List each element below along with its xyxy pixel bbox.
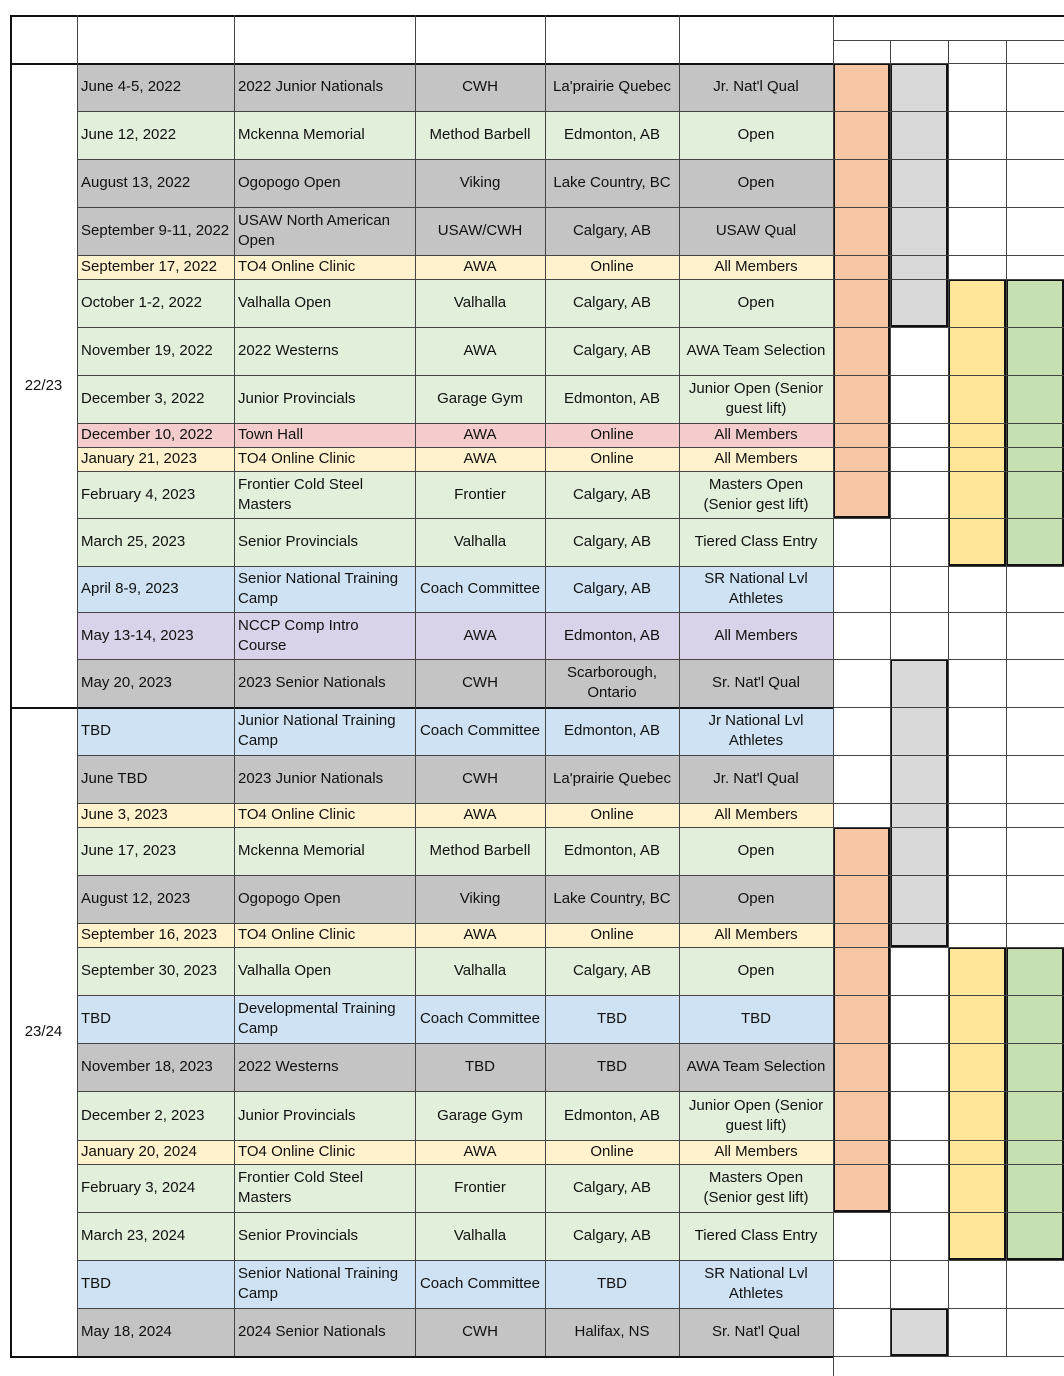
cell-date: April 8-9, 2023: [81, 580, 179, 597]
header-west: [890, 40, 948, 63]
cell-competition: Junior National Training Camp: [238, 712, 396, 749]
band-west: [890, 63, 948, 327]
grid-line: [10, 707, 833, 709]
grid-line: [77, 518, 833, 519]
cell-date: December 10, 2022: [81, 426, 213, 443]
cell-location: Online: [590, 426, 634, 443]
cell-competition: Senior Provincials: [238, 533, 359, 550]
cell-competition: Mckenna Memorial: [238, 126, 365, 143]
cell-location: Edmonton, AB: [564, 390, 660, 407]
cell-location: Lake Country, BC: [553, 174, 671, 191]
cell-entry: All Members: [714, 450, 798, 467]
cell-location: Calgary, AB: [572, 222, 652, 239]
grid-line: [833, 827, 1064, 828]
grid-line: [833, 447, 1064, 448]
grid-line: [77, 375, 833, 376]
cell-competition: USAW North American Open: [238, 212, 390, 249]
grid-line: [833, 875, 1064, 876]
grid-line: [77, 471, 833, 472]
cell-competition: TO4 Online Clinic: [238, 1143, 356, 1160]
grid-line: [77, 803, 833, 804]
cell-competition: Valhalla Open: [238, 962, 332, 979]
grid-line: [77, 1212, 833, 1213]
grid-line: [77, 1164, 833, 1165]
grid-line: [1006, 40, 1007, 1356]
cell-entry: AWA Team Selection: [686, 1058, 826, 1075]
cell-entry: Jr. Nat'l Qual: [713, 78, 799, 95]
cell-location: Calgary, AB: [572, 485, 652, 503]
grid-line: [833, 375, 1064, 376]
cell-entry: USAW Qual: [715, 222, 797, 239]
cell-entry: Open: [737, 126, 775, 143]
grid-line: [77, 612, 833, 613]
header-location: [545, 15, 679, 63]
cell-host: AWA: [463, 1143, 497, 1160]
cell-host: Frontier: [454, 1179, 506, 1196]
grid-line: [833, 518, 1064, 519]
cell-host: Coach Committee: [419, 580, 541, 597]
cell-date: June 3, 2023: [81, 806, 168, 823]
cell-competition: Frontier Cold Steel Masters: [238, 475, 364, 513]
cell-location: Calgary, AB: [572, 1179, 652, 1196]
grid-line: [833, 659, 1064, 660]
cell-host: Valhalla: [453, 1227, 507, 1244]
cell-competition: Junior Provincials: [238, 1106, 356, 1124]
cell-entry: Jr National Lvl Athletes: [708, 712, 804, 749]
grid-line: [77, 327, 833, 328]
cell-entry: Sr. Nat'l Qual: [712, 1323, 800, 1340]
grid-line: [833, 995, 1064, 996]
cell-host: CWH: [462, 78, 498, 95]
grid-line: [833, 1356, 1064, 1357]
header-sr_nat: [1006, 40, 1064, 63]
cell-entry: All Members: [714, 926, 798, 943]
grid-line: [833, 566, 1064, 567]
cell-entry: SR National Lvl Athletes: [704, 570, 808, 607]
cell-host: Coach Committee: [419, 1275, 541, 1292]
cell-date: January 20, 2024: [81, 1143, 197, 1160]
cell-entry: Open: [737, 294, 775, 311]
grid-line: [833, 255, 1064, 256]
cell-competition: 2024 Senior Nationals: [238, 1323, 386, 1340]
cell-host: AWA: [463, 426, 497, 443]
cell-location: Calgary, AB: [572, 580, 652, 597]
grid-line: [833, 1043, 1064, 1044]
band-west: [890, 1308, 948, 1356]
cell-entry: Open: [737, 174, 775, 191]
grid-line: [545, 15, 546, 1356]
cell-location: Edmonton, AB: [564, 126, 660, 143]
header-host: [415, 15, 545, 63]
cell-location: Edmonton, AB: [564, 1106, 660, 1124]
cell-competition: 2022 Junior Nationals: [238, 78, 384, 95]
cell-host: USAW/CWH: [437, 222, 523, 239]
header-entry: [679, 15, 833, 63]
cell-location: Calgary, AB: [572, 533, 652, 550]
grid-line: [77, 566, 833, 567]
cell-date: August 13, 2022: [81, 174, 191, 191]
grid-line: [679, 15, 680, 1356]
grid-line: [77, 659, 833, 660]
grid-line: [833, 471, 1064, 472]
header-competition: [234, 15, 415, 63]
cell-date: November 18, 2023: [81, 1058, 213, 1075]
cell-date: May 18, 2024: [81, 1323, 172, 1340]
cell-competition: Junior Provincials: [238, 390, 356, 407]
cell-date: November 19, 2022: [81, 342, 213, 359]
grid-line: [77, 111, 833, 112]
grid-line: [77, 207, 833, 208]
cell-location: TBD: [597, 1058, 627, 1075]
grid-line: [10, 1356, 833, 1358]
cell-entry: TBD: [741, 1010, 771, 1027]
cell-competition: Ogopogo Open: [238, 890, 341, 907]
grid-line: [833, 803, 1064, 804]
cell-competition: Frontier Cold Steel Masters: [238, 1169, 364, 1206]
grid-line: [77, 875, 833, 876]
cell-location: Halifax, NS: [574, 1323, 650, 1340]
cell-competition: 2022 Westerns: [238, 1058, 339, 1075]
grid-line: [77, 1043, 833, 1044]
cell-date: June 4-5, 2022: [81, 78, 182, 95]
cell-competition: Town Hall: [238, 426, 304, 443]
grid-line: [833, 1212, 1064, 1213]
grid-line: [833, 1260, 1064, 1261]
header-date: [77, 15, 234, 63]
cell-host: Method Barbell: [429, 126, 531, 143]
cell-date: TBD: [81, 1010, 111, 1027]
cell-location: Scarborough, Ontario: [566, 664, 658, 701]
grid-line: [77, 1260, 833, 1261]
grid-line: [833, 63, 1064, 64]
cell-entry: Open: [737, 890, 775, 907]
cell-host: Valhalla: [453, 533, 507, 550]
header-jr_nat: [948, 40, 1006, 63]
cell-location: TBD: [597, 1275, 627, 1292]
grid-line: [77, 755, 833, 756]
grid-line: [833, 111, 1064, 112]
cell-date: June TBD: [81, 770, 148, 787]
cell-entry: Tiered Class Entry: [694, 533, 818, 550]
cell-host: AWA: [463, 926, 497, 943]
cell-competition: TO4 Online Clinic: [238, 258, 356, 275]
grid-line: [833, 1091, 1064, 1092]
cell-host: Garage Gym: [437, 390, 523, 407]
grid-line: [833, 159, 1064, 160]
header-season: [10, 15, 77, 63]
cell-date: September 16, 2023: [81, 926, 217, 943]
cell-location: Online: [590, 450, 634, 467]
grid-line: [77, 1308, 833, 1309]
cell-host: Coach Committee: [419, 1010, 541, 1027]
grid-line: [890, 40, 891, 1356]
grid-line: [77, 159, 833, 160]
grid-line: [833, 423, 1064, 424]
grid-line: [10, 63, 833, 65]
cell-host: Valhalla: [453, 962, 507, 979]
cell-date: May 13-14, 2023: [81, 626, 194, 644]
cell-host: AWA: [463, 450, 497, 467]
band-sr: [833, 63, 890, 518]
cell-location: Online: [590, 806, 634, 823]
cell-date: December 2, 2023: [81, 1106, 205, 1124]
cell-competition: Valhalla Open: [238, 294, 332, 311]
band-sr_nat: [1006, 947, 1064, 1260]
cell-entry: Junior Open (Senior guest lift): [688, 1096, 824, 1134]
cell-host: Viking: [459, 890, 501, 907]
cell-location: Calgary, AB: [572, 294, 652, 311]
grid-line: [833, 755, 1064, 756]
cell-date: February 4, 2023: [81, 485, 196, 503]
cell-host: AWA: [463, 806, 497, 823]
grid-line: [10, 15, 1064, 17]
season-label: 22/23: [24, 376, 63, 394]
cell-host: AWA: [463, 626, 497, 644]
cell-entry: Masters Open (Senior gest lift): [703, 1169, 809, 1206]
grid-line: [948, 40, 949, 1356]
grid-line: [77, 947, 833, 948]
cell-competition: TO4 Online Clinic: [238, 926, 356, 943]
cell-entry: All Members: [714, 806, 798, 823]
cell-date: March 25, 2023: [81, 533, 186, 550]
cell-entry: Jr. Nat'l Qual: [713, 770, 799, 787]
cell-date: September 17, 2022: [81, 258, 217, 275]
cell-host: AWA: [463, 258, 497, 275]
header-sr: [833, 40, 890, 63]
cell-entry: All Members: [714, 1143, 798, 1160]
grid-line: [833, 279, 1064, 280]
cell-entry: Tiered Class Entry: [694, 1227, 818, 1244]
cell-location: Edmonton, AB: [564, 722, 660, 739]
cell-entry: Junior Open (Senior guest lift): [688, 380, 824, 417]
grid-line: [833, 707, 1064, 708]
cell-date: October 1-2, 2022: [81, 294, 202, 311]
cell-entry: Masters Open (Senior gest lift): [703, 475, 809, 513]
cell-entry: AWA Team Selection: [686, 342, 826, 359]
grid-line: [77, 1140, 833, 1141]
grid-line: [77, 423, 833, 424]
cell-entry: All Members: [714, 258, 798, 275]
cell-entry: Sr. Nat'l Qual: [712, 674, 800, 691]
cell-location: Online: [590, 1143, 634, 1160]
cell-competition: TO4 Online Clinic: [238, 806, 356, 823]
cell-host: Coach Committee: [419, 722, 541, 739]
cell-date: TBD: [81, 722, 111, 739]
cell-competition: TO4 Online Clinic: [238, 450, 356, 467]
cell-date: September 9-11, 2022: [81, 222, 230, 239]
cell-entry: Open: [737, 962, 775, 979]
grid-line: [10, 15, 12, 1356]
cell-host: Frontier: [454, 485, 506, 503]
cell-date: June 17, 2023: [81, 842, 177, 859]
cell-date: December 3, 2022: [81, 390, 205, 407]
cell-location: Calgary, AB: [572, 342, 652, 359]
band-jr_nat: [948, 947, 1006, 1260]
grid-line: [833, 612, 1064, 613]
cell-host: Valhalla: [453, 294, 507, 311]
grid-line: [415, 15, 416, 1356]
cell-location: TBD: [597, 1010, 627, 1027]
grid-line: [833, 1164, 1064, 1165]
cell-date: January 21, 2023: [81, 450, 197, 467]
cell-competition: Senior Provincials: [238, 1227, 359, 1244]
cell-host: CWH: [462, 770, 498, 787]
cell-host: Method Barbell: [429, 842, 531, 859]
grid-line: [77, 827, 833, 828]
grid-line: [833, 1140, 1064, 1141]
grid-line: [77, 447, 833, 448]
cell-host: Viking: [459, 174, 501, 191]
cell-host: Garage Gym: [437, 1106, 523, 1124]
grid-line: [77, 995, 833, 996]
cell-entry: All Members: [714, 426, 798, 443]
cell-date: May 20, 2023: [81, 674, 172, 691]
cell-location: La'prairie Quebec: [553, 78, 671, 95]
cell-location: La'prairie Quebec: [553, 770, 671, 787]
cell-date: February 3, 2024: [81, 1179, 196, 1196]
cell-location: Calgary, AB: [572, 1227, 652, 1244]
grid-line: [833, 207, 1064, 208]
cell-competition: Senior National Training Camp: [238, 1265, 399, 1302]
cell-location: Online: [590, 926, 634, 943]
cell-date: August 12, 2023: [81, 890, 191, 907]
cell-entry: SR National Lvl Athletes: [704, 1265, 808, 1302]
cell-host: CWH: [462, 674, 498, 691]
cell-location: Edmonton, AB: [564, 842, 660, 859]
cell-competition: 2023 Junior Nationals: [238, 770, 384, 787]
grid-line: [77, 923, 833, 924]
cell-competition: Senior National Training Camp: [238, 570, 399, 607]
cell-location: Lake Country, BC: [553, 890, 671, 907]
grid-line: [833, 923, 1064, 924]
grid-line: [77, 279, 833, 280]
cell-location: Online: [590, 258, 634, 275]
grid-line: [77, 1091, 833, 1092]
cell-host: TBD: [465, 1058, 495, 1075]
cell-location: Calgary, AB: [572, 962, 652, 979]
cell-entry: All Members: [714, 626, 798, 644]
cell-host: AWA: [463, 342, 497, 359]
cell-competition: NCCP Comp Intro Course: [238, 616, 359, 654]
cell-date: TBD: [81, 1275, 111, 1292]
grid-line: [833, 15, 834, 1376]
cell-competition: Ogopogo Open: [238, 174, 341, 191]
cell-date: June 12, 2022: [81, 126, 177, 143]
band-sr: [833, 827, 890, 1212]
cell-competition: Mckenna Memorial: [238, 842, 365, 859]
cell-date: September 30, 2023: [81, 962, 217, 979]
season-label: 23/24: [24, 1023, 63, 1040]
grid-line: [77, 255, 833, 256]
cell-competition: 2023 Senior Nationals: [238, 674, 386, 691]
grid-line: [833, 947, 1064, 948]
cell-competition: Developmental Training Camp: [238, 1000, 396, 1037]
grid-line: [77, 15, 78, 1356]
cell-host: CWH: [462, 1323, 498, 1340]
cell-location: Edmonton, AB: [564, 626, 660, 644]
grid-line: [833, 327, 1064, 328]
cell-date: March 23, 2024: [81, 1227, 186, 1244]
cell-entry: Open: [737, 842, 775, 859]
grid-line: [833, 1308, 1064, 1309]
cell-competition: 2022 Westerns: [238, 342, 339, 359]
grid-line: [234, 15, 235, 1356]
